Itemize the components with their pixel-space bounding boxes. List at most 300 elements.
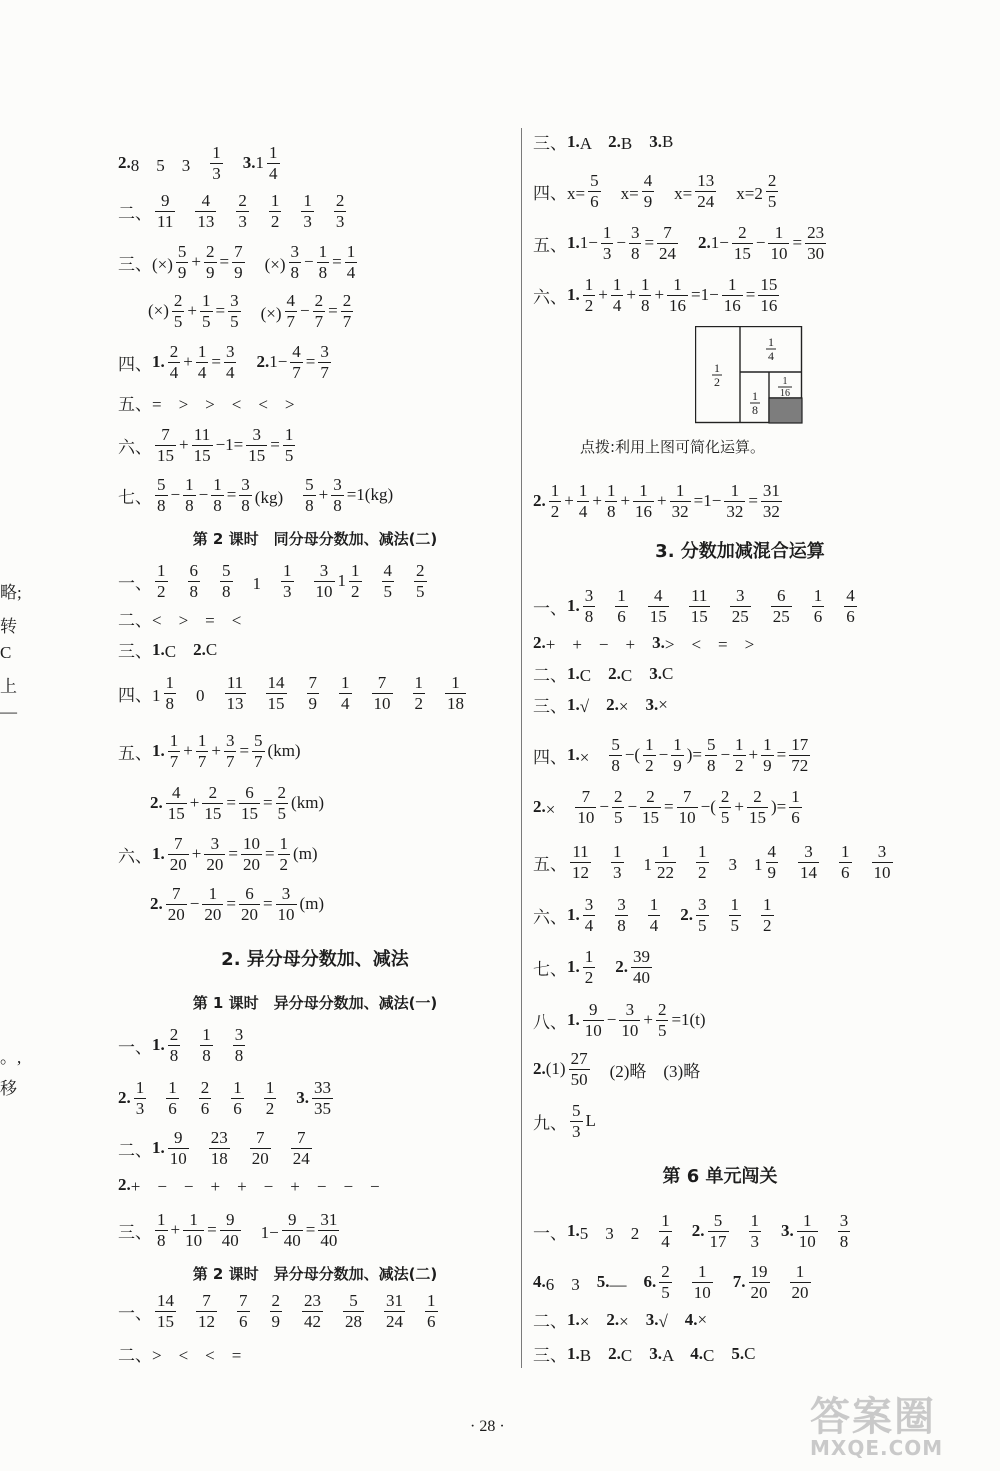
fraction	[196, 343, 209, 382]
denominator: 5	[284, 445, 294, 465]
fraction	[283, 426, 296, 465]
numerator: 31	[386, 1291, 403, 1310]
item-number: 2.	[608, 1343, 621, 1363]
answer-text: =	[211, 352, 221, 372]
answer-text: 五、	[533, 854, 567, 874]
numerator: 1	[189, 1210, 198, 1229]
answer-text: =	[745, 285, 756, 305]
fraction	[269, 192, 282, 231]
denominator: 15	[240, 803, 258, 823]
denominator: 8	[241, 495, 250, 515]
denominator: 10	[873, 862, 891, 882]
answer-text: C	[579, 666, 609, 685]
numerator: 2	[661, 1262, 670, 1281]
answer-text: 一、	[118, 1037, 152, 1057]
denominator: 16	[635, 501, 653, 521]
page-number: · 28 ·	[470, 1418, 505, 1435]
denominator: 4	[269, 163, 278, 183]
fraction	[414, 562, 427, 601]
answer-line	[118, 390, 295, 415]
fraction	[183, 1211, 204, 1250]
denominator: 20	[206, 854, 224, 874]
denominator: 4	[225, 362, 235, 382]
denominator: 8	[213, 495, 222, 515]
margin-fragment: C	[0, 643, 12, 662]
denominator: 5	[730, 915, 739, 935]
fraction	[289, 243, 302, 282]
answer-line	[148, 292, 356, 331]
margin-fragment: 略;	[0, 583, 22, 602]
numerator: 1	[763, 895, 772, 914]
denominator: 9	[643, 191, 653, 211]
denominator: 10	[621, 1020, 639, 1040]
answer-text	[598, 955, 615, 980]
numerator: 1	[165, 673, 174, 692]
answer-text: +	[564, 491, 574, 511]
numerator: 2	[767, 171, 777, 190]
denominator: 3	[750, 1231, 759, 1251]
numerator: 2	[173, 291, 183, 310]
numerator: 5	[222, 561, 231, 580]
numerator: 7	[239, 1291, 248, 1310]
answer-text: −	[720, 745, 731, 765]
numerator: 1	[727, 275, 737, 294]
numerator: 5	[177, 242, 187, 261]
answer-text: −	[627, 797, 638, 817]
denominator: 7	[320, 362, 329, 382]
answer-text: 四、	[118, 354, 152, 374]
numerator: 1	[269, 143, 278, 162]
answer-line	[118, 243, 360, 282]
numerator: 7	[377, 673, 387, 692]
item-number: 2.	[533, 491, 546, 511]
denominator: 2	[763, 915, 772, 935]
numerator: 1	[613, 842, 622, 861]
answer-line	[533, 896, 777, 935]
fraction	[168, 1129, 189, 1168]
fraction	[303, 476, 316, 515]
numerator: 11	[226, 673, 244, 692]
denominator: 16	[669, 295, 687, 315]
denominator: 24	[697, 191, 715, 211]
denominator: 2	[414, 693, 423, 713]
denominator: 3	[283, 581, 292, 601]
denominator: 10	[169, 1148, 187, 1168]
denominator: 12	[198, 1311, 215, 1331]
numerator: 1	[606, 481, 616, 500]
denominator: 24	[292, 1148, 310, 1168]
numerator: 9	[589, 1000, 598, 1019]
answer-text: =1−	[691, 285, 719, 305]
denominator: 3	[613, 862, 622, 882]
numerator: 1	[584, 947, 594, 966]
fraction	[729, 896, 742, 935]
fraction	[549, 482, 562, 521]
denominator: 8	[169, 1045, 179, 1065]
answer-text: +	[183, 352, 193, 372]
fraction	[425, 1292, 438, 1331]
fraction	[659, 1212, 672, 1251]
answer-line	[118, 343, 334, 382]
answer-text: =	[239, 741, 250, 761]
answer-text: 6 3	[545, 1274, 597, 1294]
denominator: 4	[346, 262, 356, 282]
numerator: 1	[169, 731, 179, 750]
answer-text: 三、(×)	[118, 254, 173, 274]
numerator: 3	[281, 884, 291, 903]
numerator: 7	[256, 1128, 265, 1147]
numerator: 7	[174, 834, 183, 853]
numerator: 1	[750, 1211, 759, 1230]
answer-text: =	[228, 844, 238, 864]
item-number: 2.	[118, 1174, 131, 1194]
numerator: 7	[202, 1291, 211, 1310]
denominator: 9	[234, 262, 243, 282]
numerator: 1	[602, 223, 612, 242]
numerator: 31	[762, 481, 780, 500]
numerator: 6	[245, 783, 254, 802]
answer-text	[675, 1219, 692, 1244]
answer-text: (km)	[291, 793, 325, 813]
answer-text: 四、1	[118, 685, 161, 705]
fraction	[724, 482, 745, 521]
numerator: 2	[657, 1000, 667, 1019]
answer-text: −(	[700, 797, 716, 817]
denominator: 5	[416, 581, 425, 601]
item-number: 4.	[690, 1343, 704, 1363]
answer-text: =	[305, 352, 316, 372]
answer-text: 0	[179, 685, 222, 705]
numerator: 10	[242, 834, 260, 853]
denominator: 6	[168, 1098, 177, 1118]
answer-text: (m)	[293, 844, 318, 864]
answer-text: C	[703, 1346, 732, 1365]
fraction	[282, 1211, 303, 1250]
answer-text: =	[226, 793, 236, 813]
numerator: 1	[649, 895, 659, 914]
fraction	[134, 1079, 147, 1118]
fraction	[671, 736, 684, 775]
numerator: 2	[208, 783, 218, 802]
numerator: 6	[777, 586, 786, 605]
denominator: 3	[303, 211, 312, 231]
numerator: 1	[265, 1078, 275, 1097]
denominator: 5	[230, 311, 239, 331]
answer-text: =	[305, 1220, 316, 1240]
answer-text	[226, 151, 243, 176]
numerator: 1	[675, 481, 685, 500]
answer-text: 一、	[118, 1303, 152, 1323]
fraction	[609, 736, 622, 775]
numerator: 2	[738, 223, 747, 242]
answer-text: =	[219, 252, 230, 272]
numerator: 1	[414, 673, 423, 692]
numerator: 6	[189, 561, 198, 580]
answer-text: +	[179, 435, 189, 455]
denominator: 6	[590, 191, 599, 211]
numerator: 27	[570, 1049, 588, 1068]
numerator: 1	[427, 1291, 436, 1310]
answer-text: +	[318, 485, 329, 505]
numerator: 1	[841, 842, 850, 861]
item-number: 1.	[152, 844, 165, 864]
denominator: 10	[584, 1020, 602, 1040]
answer-text: )=	[770, 797, 787, 817]
fraction	[733, 736, 746, 775]
numerator: 7	[308, 673, 317, 692]
answer-text: 1	[626, 854, 652, 874]
fraction	[629, 224, 642, 263]
margin-fragment: —	[0, 702, 17, 721]
fraction	[225, 674, 246, 713]
denominator: 6	[617, 606, 626, 626]
numerator: 4	[654, 586, 663, 605]
fraction	[692, 1263, 713, 1302]
fraction	[583, 587, 596, 626]
answer-text: =1(kg)	[346, 485, 394, 505]
numerator: 1	[157, 1210, 166, 1229]
item-number: 1.	[567, 905, 580, 925]
numerator: 3	[252, 425, 262, 444]
answer-text: =1(t)	[671, 1010, 706, 1030]
answer-text: ×	[697, 1309, 708, 1329]
fraction	[643, 736, 656, 775]
answer-line	[118, 732, 301, 771]
answer-text: (km)	[267, 741, 301, 761]
fraction	[667, 276, 688, 315]
numerator: 1	[639, 481, 648, 500]
numerator: 1	[578, 481, 588, 500]
fraction	[345, 243, 358, 282]
denominator: 15	[248, 445, 266, 465]
fraction	[291, 1129, 312, 1168]
fraction	[301, 192, 314, 231]
answer-text: +	[620, 491, 631, 511]
denominator: 9	[308, 693, 317, 713]
denominator: 8	[234, 1045, 244, 1065]
answer-text: −1=	[215, 435, 244, 455]
denominator: 4	[661, 1231, 670, 1251]
numerator: 2	[238, 191, 247, 210]
numerator: 13	[697, 171, 715, 190]
item-number: 3.	[649, 663, 662, 683]
denominator: 5	[173, 311, 183, 331]
answer-text	[239, 350, 256, 375]
denominator: 2	[584, 295, 594, 315]
answer-text: 六、	[118, 437, 152, 457]
denominator: 15	[267, 693, 285, 713]
denominator: 2	[735, 755, 744, 775]
denominator: 13	[197, 211, 215, 231]
fraction	[790, 1263, 811, 1302]
fraction	[313, 292, 326, 331]
answer-text: > < = >	[664, 635, 755, 654]
numerator: 5	[590, 171, 599, 190]
fraction	[318, 1211, 339, 1250]
numerator: 7	[682, 787, 692, 806]
denominator: 15	[157, 445, 174, 465]
denominator: 4	[584, 915, 594, 935]
numerator: 5	[254, 731, 263, 750]
answer-text: 1	[235, 573, 278, 593]
answer-line	[118, 674, 469, 713]
numerator: 3	[584, 586, 594, 605]
answer-line	[118, 426, 298, 465]
numerator: 4	[767, 842, 776, 861]
numerator: 1	[283, 561, 292, 580]
item-number: 1.	[567, 596, 580, 616]
answer-text: 六、	[118, 846, 152, 866]
answer-text: =1−	[693, 491, 722, 511]
denominator: 7	[254, 751, 263, 771]
denominator: 7	[169, 751, 179, 771]
diagram-eighth-den: 8	[752, 403, 758, 417]
answer-text: −	[189, 894, 200, 914]
answer-line	[533, 172, 781, 211]
denominator: 5	[698, 915, 707, 935]
answer-text: B	[579, 1346, 609, 1365]
denominator: 3	[238, 211, 247, 231]
denominator: 2	[157, 581, 166, 601]
fraction	[730, 587, 751, 626]
answer-text: 1−	[243, 1222, 279, 1242]
numerator: 2	[416, 561, 425, 580]
lesson-heading: 第 1 课时 异分母分数加、减法(一)	[192, 994, 438, 1012]
fraction	[612, 788, 625, 827]
answer-text: 3 1	[711, 854, 763, 874]
numerator: 1	[185, 475, 194, 494]
fraction	[224, 732, 237, 771]
answer-text: C	[164, 642, 194, 661]
denominator: 20	[750, 1282, 768, 1302]
fraction	[615, 587, 628, 626]
item-number: 2.	[698, 233, 711, 253]
denominator: 40	[320, 1230, 338, 1250]
answer-text: −(	[624, 745, 641, 765]
answer-text: 1−	[269, 352, 288, 372]
fraction	[196, 1292, 217, 1331]
numerator: 1	[346, 242, 356, 261]
numerator: 3	[630, 223, 640, 242]
answer-text: =	[264, 844, 275, 864]
item-number: 3.	[296, 1088, 309, 1108]
margin-fragment: 移	[0, 1079, 17, 1098]
answer-line	[118, 1026, 248, 1065]
denominator: 8	[305, 495, 314, 515]
denominator: 35	[314, 1098, 331, 1118]
numerator: 2	[200, 1078, 210, 1097]
denominator: 10	[577, 807, 595, 827]
numerator: 39	[633, 947, 650, 966]
answer-line	[533, 1102, 596, 1141]
denominator: 18	[210, 1148, 228, 1168]
numerator: 2	[277, 783, 287, 802]
lesson-heading: 第 2 课时 同分母分数加、减法(二)	[192, 530, 438, 548]
numerator: 5	[572, 1101, 581, 1120]
answer-text: 七、	[118, 487, 152, 507]
fraction	[228, 292, 241, 331]
answer-line	[533, 843, 896, 882]
denominator: 2	[351, 581, 360, 601]
numerator: 3	[584, 895, 594, 914]
answer-text	[279, 1086, 296, 1111]
fraction	[276, 784, 289, 823]
answer-line	[533, 1050, 700, 1089]
answer-text: 七、	[533, 959, 567, 979]
item-number: 2.	[608, 663, 621, 683]
answer-text: −	[304, 252, 314, 272]
answer-text: 三、	[533, 134, 567, 153]
denominator: 15	[733, 243, 751, 263]
denominator: 40	[221, 1230, 239, 1250]
fraction	[318, 343, 331, 382]
fraction	[588, 172, 601, 211]
numerator: 5	[157, 475, 166, 494]
numerator: 5	[706, 735, 716, 754]
numerator: 7	[663, 223, 672, 242]
answer-text: +	[654, 285, 665, 305]
fraction	[798, 843, 819, 882]
fraction	[642, 172, 655, 211]
fraction	[166, 1079, 179, 1118]
denominator: 50	[570, 1069, 588, 1089]
answer-text: =	[262, 793, 273, 813]
fraction	[168, 835, 189, 874]
denominator: 9	[767, 862, 776, 882]
fraction	[317, 243, 330, 282]
answer-line	[533, 224, 829, 263]
item-number: 3.	[645, 694, 659, 714]
numerator: 4	[201, 191, 211, 210]
fraction	[239, 476, 252, 515]
fraction	[372, 674, 393, 713]
answer-text: =	[644, 233, 655, 253]
fraction	[202, 784, 223, 823]
answer-text: +	[191, 844, 202, 864]
numerator: 1	[212, 143, 221, 162]
answer-text: 四、	[533, 747, 567, 767]
answer-text: =	[215, 301, 226, 321]
fraction	[252, 732, 265, 771]
fraction	[339, 674, 352, 713]
denominator: 30	[807, 243, 825, 263]
fraction	[331, 476, 344, 515]
fraction	[290, 343, 303, 382]
fraction	[312, 1079, 333, 1118]
answer-line	[533, 1307, 707, 1332]
fraction	[192, 426, 213, 465]
denominator: 8	[157, 495, 166, 515]
numerator: 1	[233, 1078, 242, 1097]
denominator: 8	[318, 262, 328, 282]
answer-text: 二、	[118, 1140, 152, 1160]
fraction	[204, 243, 217, 282]
numerator: 1	[661, 842, 670, 861]
answer-text: +	[748, 745, 759, 765]
denominator: 15	[157, 1311, 174, 1331]
answer-text: C	[620, 666, 650, 685]
answer-text: 三、	[118, 642, 152, 661]
fraction	[583, 948, 596, 987]
answer-text: +	[626, 285, 636, 305]
fraction	[768, 224, 789, 263]
fraction	[237, 1292, 250, 1331]
fraction	[270, 1292, 283, 1331]
item-number: 2.	[150, 793, 163, 813]
item-number: 5.	[596, 1272, 610, 1292]
answer-text: +	[187, 301, 198, 321]
fraction	[267, 144, 280, 183]
